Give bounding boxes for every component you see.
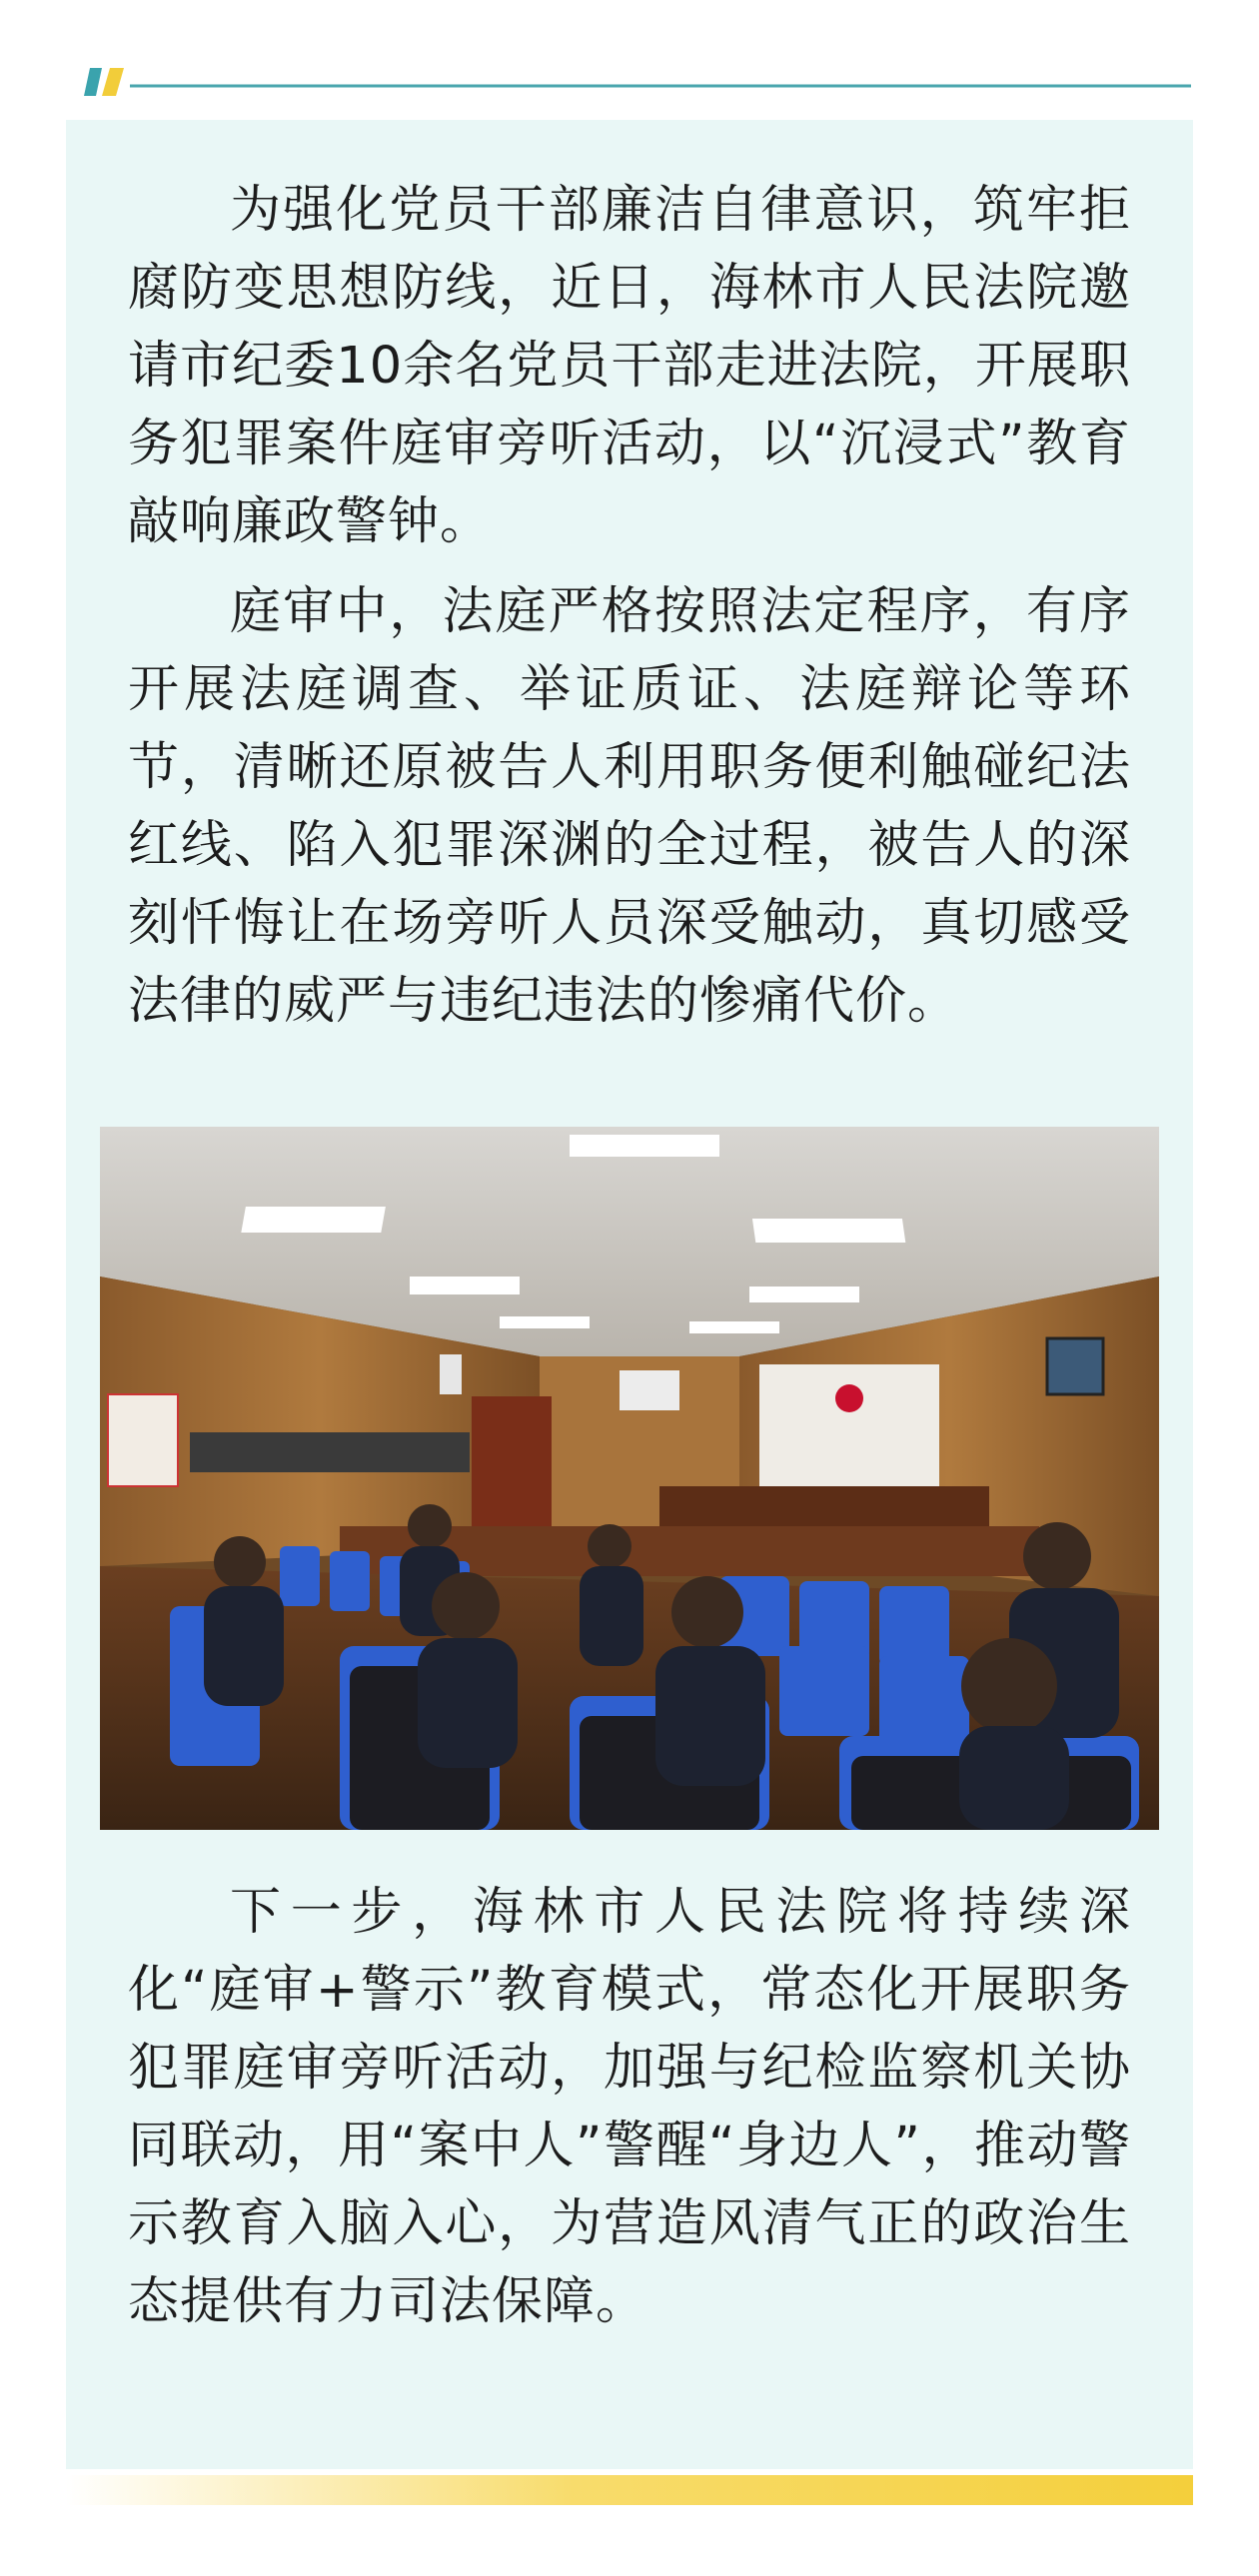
article-paragraph-next-steps: 下一步，海林市人民法院将持续深化“庭审+警示”教育模式，常态化开展职务犯罪庭审旁听活动，加强与纪检监察机关协同联动，用“案中人”警醒“身边人”，推动警示教育入脑入心，为营造风清气正的政治生态提供有力司法保障。 <box>128 1883 1131 2331</box>
seat <box>879 1586 949 1666</box>
person-body <box>580 1566 643 1666</box>
ceiling-light <box>689 1321 779 1333</box>
person-head <box>432 1572 500 1640</box>
person-head <box>961 1638 1057 1734</box>
monitor-left <box>620 1370 679 1410</box>
person-body <box>959 1726 1069 1830</box>
header-decoration <box>84 68 1191 96</box>
ceiling-light <box>410 1277 520 1294</box>
seat <box>779 1646 869 1736</box>
courtroom-photo <box>100 1127 1159 1830</box>
article-paragraph-intro: 为强化党员干部廉洁自律意识，筑牢拒腐防变思想防线，近日，海林市人民法院邀请市纪委10余名党员干部走进法院，开展职务犯罪案件庭审旁听活动，以“沉浸式”教育敲响廉政警钟。 <box>128 181 1131 551</box>
yellow-stripe-icon <box>102 68 124 96</box>
wall-panel-dark <box>190 1432 470 1472</box>
teal-stripe-icon <box>84 68 102 96</box>
ceiling-light <box>749 1287 859 1302</box>
person-head <box>214 1536 266 1588</box>
monitor-right <box>1047 1338 1103 1394</box>
ceiling-light <box>500 1316 590 1328</box>
person-head <box>1023 1522 1091 1590</box>
person-head <box>671 1576 743 1648</box>
court-emblem-icon <box>835 1384 863 1412</box>
footer-decoration <box>66 2475 1193 2505</box>
seat <box>879 1656 969 1746</box>
ceiling-light <box>570 1135 719 1157</box>
person-body <box>655 1646 765 1786</box>
ceiling-light <box>241 1207 386 1233</box>
person-head <box>408 1504 452 1548</box>
seat <box>330 1551 370 1611</box>
notice-board <box>108 1394 178 1486</box>
person-head <box>588 1524 631 1568</box>
speaker-icon <box>440 1354 462 1394</box>
seat <box>280 1546 320 1606</box>
ceiling-light <box>752 1219 905 1243</box>
person-body <box>204 1586 284 1706</box>
door <box>472 1396 552 1536</box>
article-paragraph-trial: 庭审中，法庭严格按照法定程序，有序开展法庭调查、举证质证、法庭辩论等环节，清晰还原被告人利用职务便利触碰纪法红线、陷入犯罪深渊的全过程，被告人的深刻忏悔让在场旁听人员深受触动，真切感受法律的威严与违纪违法的惨痛代价。 <box>128 582 1131 1031</box>
person-body <box>418 1638 518 1768</box>
